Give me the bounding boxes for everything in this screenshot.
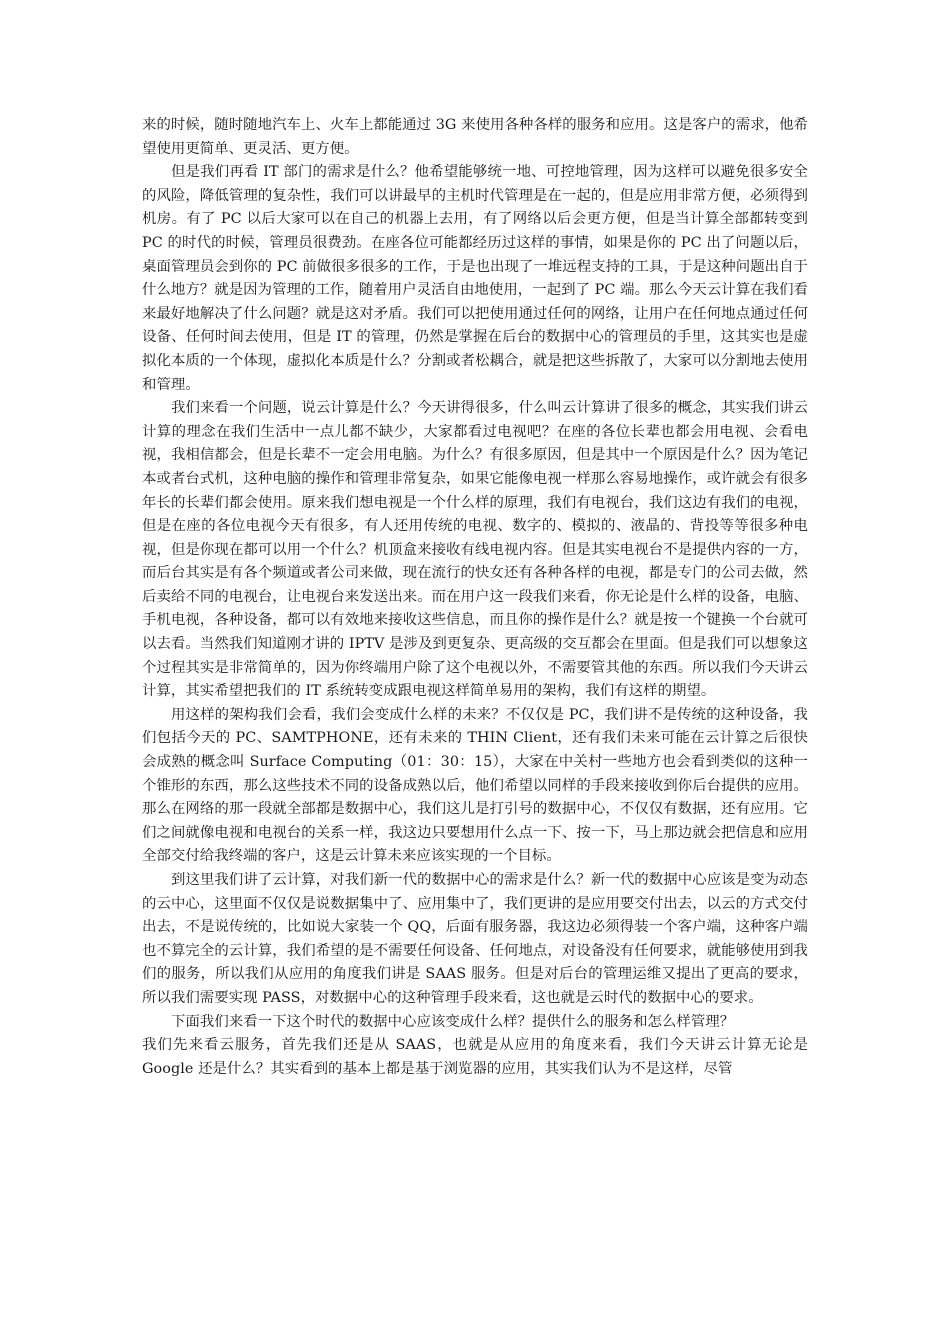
- paragraph: 但是我们再看 IT 部门的需求是什么？他希望能够统一地、可控地管理，因为这样可以避免很多安全的风险，降低管理的复杂性，我们可以讲最早的主机时代管理是在一起的，但是应用非常方便，必须得到机房。有了 PC 以后大家可以在自己的机器上去用，有了网络以后会更方便，但是当计算全部都转变到 PC 的时代的时候，管理员很费劲。在座各位可能都经历过这样的事情，如果是你的 PC 出了问题以后，桌面管理员会到你的 PC 前做很多很多的工作，于是也出现了一堆远程支持的工具，于是这种问题出自于什么地方？就是因为管理的工作，随着用户灵活自由地使用，一起到了 PC 端。那么今天云计算在我们看来最好地解决了什么问题？就是这对矛盾。我们可以把使用通过任何的网络，让用户在任何地点通过任何设备、任何时间去使用，但是 IT 的管理，仍然是掌握在后台的数据中心的管理员的手里，这其实也是虚拟化本质的一个体现，虚拟化本质是什么？分割或者松耦合，就是把这些拆散了，大家可以分割地去使用和管理。: [142, 164, 808, 393]
- paragraph: 来的时候，随时随地汽车上、火车上都能通过 3G 来使用各种各样的服务和应用。这是客户的需求，他希望使用更简单、更灵活、更方便。: [142, 117, 808, 157]
- paragraph: 我们来看一个问题，说云计算是什么？今天讲得很多，什么叫云计算讲了很多的概念，其实我们讲云计算的理念在我们生活中一点儿都不缺少，大家都看过电视吧？在座的各位长辈也都会用电视、会看电视，我相信都会，但是长辈不一定会用电脑。为什么？有很多原因，但是其中一个原因是什么？因为笔记本或者台式机，这种电脑的操作和管理非常复杂，如果它能像电视一样那么容易地操作，或许就会有很多年长的长辈们都会使用。原来我们想电视是一个什么样的原理，我们有电视台，我们这边有我们的电视，但是在座的各位电视今天有很多，有人还用传统的电视、数字的、模拟的、液晶的、背投等等很多种电视，但是你现在都可以用一个什么？机顶盒来接收有线电视内容。但是其实电视台不是提供内容的一方，而后台其实是有各个频道或者公司来做，现在流行的快女还有各种各样的电视，都是专门的公司去做，然后卖给不同的电视台，让电视台来发送出来。而在用户这一段我们来看，你无论是什么样的设备，电脑、手机电视，各种设备，都可以有效地来接收这些信息，而且你的操作是什么？就是按一个键换一个台就可以去看。当然我们知道刚才讲的 IPTV 是涉及到更复杂、更高级的交互都会在里面。但是我们可以想象这个过程其实是非常简单的，因为你终端用户除了这个电视以外，不需要管其他的东西。所以我们今天讲云计算，其实希望把我们的 IT 系统转变成跟电视这样简单易用的架构，我们有这样的期望。: [142, 400, 808, 700]
- paragraph: 我们先来看云服务，首先我们还是从 SAAS，也就是从应用的角度来看，我们今天讲云计算无论是 Google 还是什么？其实看到的基本上都是基于浏览器的应用，其实我们认为不是这样，尽管: [142, 1037, 808, 1077]
- paragraph: 用这样的架构我们会看，我们会变成什么样的未来？不仅仅是 PC，我们讲不是传统的这种设备，我们包括今天的 PC、SAMTPHONE，还有未来的 THIN Client，还有我们未来可能在云计算之后很快会成熟的概念叫 Surface Computing（01：30：15），大家在中关村一些地方也会看到类似的这种一个锥形的东西，那么这些技术不同的设备成熟以后，他们希望以同样的手段来接收到你后台提供的应用。那么在网络的那一段就全部都是数据中心，我们这儿是打引号的数据中心，不仅仅有数据，还有应用。它们之间就像电视和电视台的关系一样，我这边只要想用什么点一下、按一下，马上那边就会把信息和应用全部交付给我终端的客户，这是云计算未来应该实现的一个目标。: [142, 706, 808, 865]
- document-page: [142, 114, 808, 1081]
- paragraph: 下面我们来看一下这个时代的数据中心应该变成什么样？提供什么的服务和怎么样管理？: [171, 1013, 735, 1030]
- paragraph: 到这里我们讲了云计算，对我们新一代的数据中心的需求是什么？新一代的数据中心应该是变为动态的云中心，这里面不仅仅是说数据集中了、应用集中了，我们更讲的是应用要交付出去，以云的方式交付出去，不是说传统的，比如说大家装一个 QQ，后面有服务器，我这边必须得装一个客户端，这种客户端也不算完全的云计算，我们希望的是不需要任何设备、任何地点，对设备没有任何要求，就能够使用到我们的服务，所以我们从应用的角度我们讲是 SAAS 服务。但是对后台的管理运维又提出了更高的要求，所以我们需要实现 PASS，对数据中心的这种管理手段来看，这也就是云时代的数据中心的要求。: [142, 872, 808, 1006]
